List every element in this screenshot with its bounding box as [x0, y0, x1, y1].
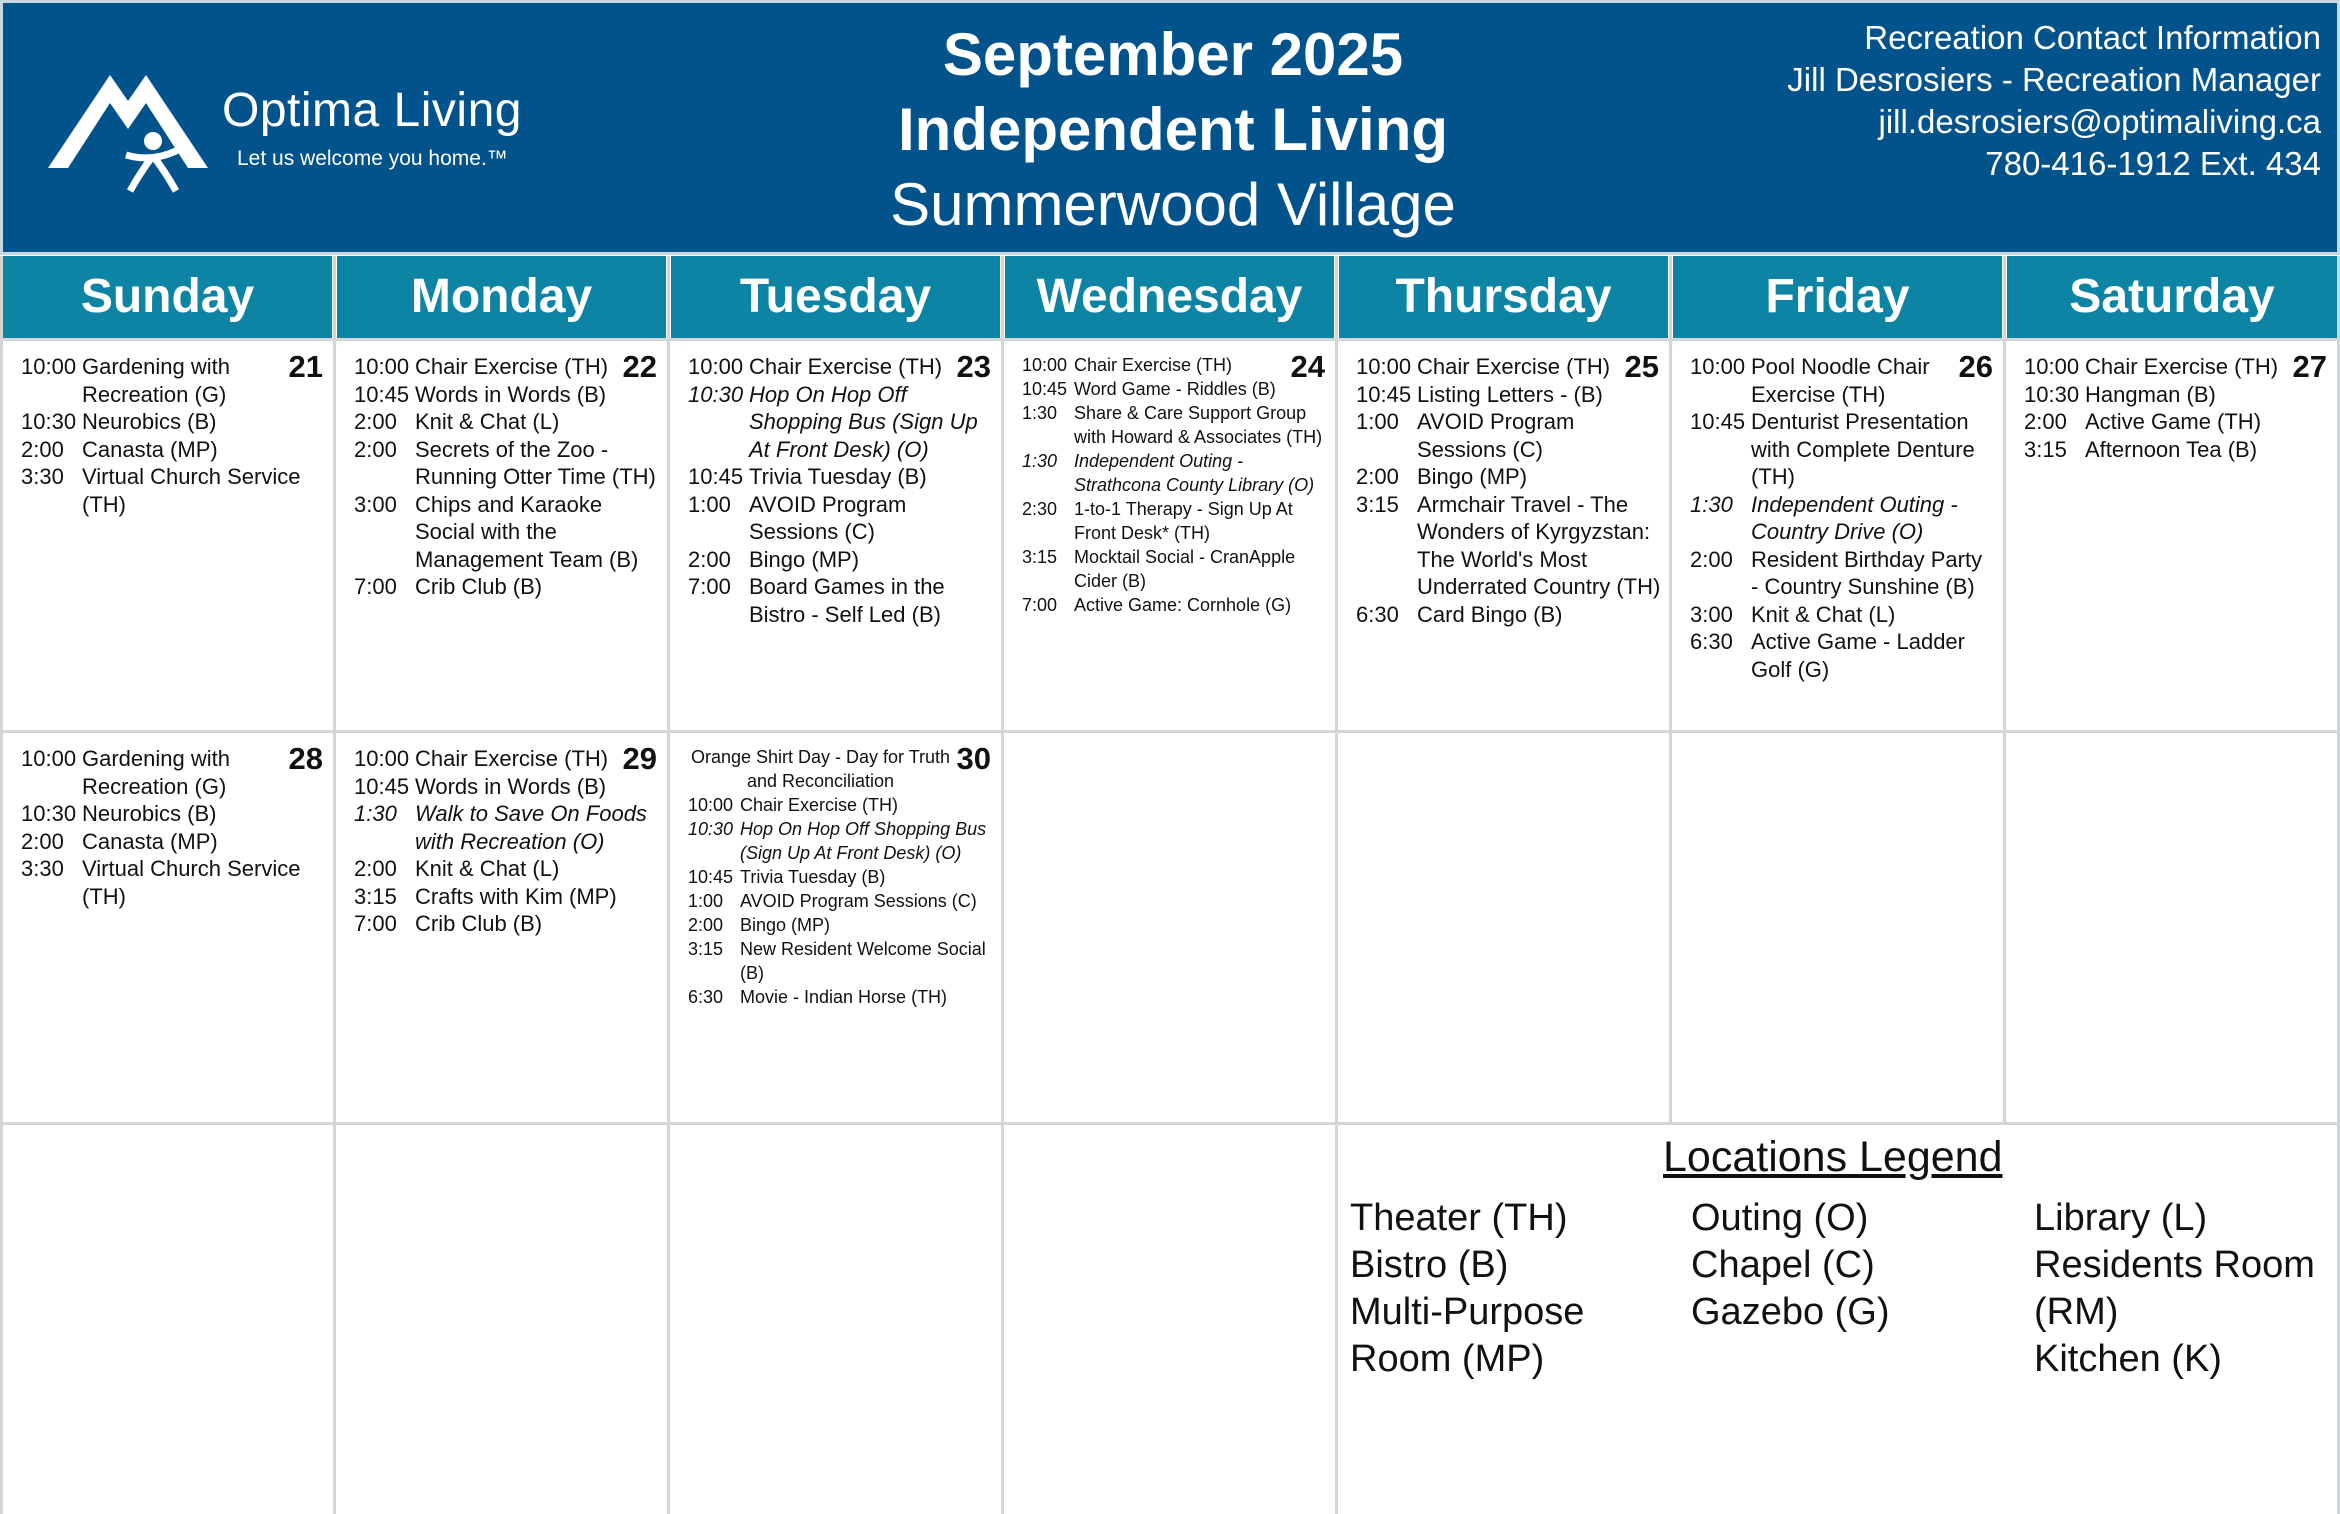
day-cell-29 [336, 733, 667, 1122]
event-time: 3:15 [1356, 491, 1399, 517]
event-time: 3:15 [688, 939, 724, 959]
event-description: AVOID Program Sessions (C) [749, 491, 907, 544]
event-description: Independent Outing - Strathcona County Library (O) [1074, 451, 1315, 495]
event-description: AVOID Program Sessions (C) [1417, 409, 1575, 462]
event-list [21, 745, 325, 910]
event-description: Denturist Presentation with Complete Denture (TH) [1751, 409, 1975, 489]
event-time: 2:00 [2024, 409, 2067, 434]
month-title: September 2025 [942, 21, 1404, 88]
day-note: Orange Shirt Day - Day for Truth and Reconciliation [690, 747, 951, 791]
program-title: Independent Living [898, 96, 1448, 163]
event-item [21, 855, 325, 910]
day-cell-30 [670, 733, 1001, 1122]
house-person-icon [48, 63, 218, 193]
event-list [688, 353, 993, 628]
event-description: Mocktail Social - CranApple Cider (B) [1074, 547, 1296, 591]
day-number: 22 [619, 349, 657, 385]
event-time: 6:30 [1690, 629, 1733, 654]
event-time: 10:00 [1022, 355, 1068, 375]
event-description: Knit & Chat (L) [1751, 601, 1896, 627]
event-description: Virtual Church Service (TH) [82, 464, 301, 517]
legend-item: Chapel (C) [1691, 1244, 1875, 1286]
event-item [1356, 601, 1661, 629]
day-cell-26 [1672, 341, 2003, 730]
event-description: Crafts with Kim (MP) [415, 883, 617, 909]
event-time: 2:00 [354, 436, 397, 462]
event-item [1022, 593, 1327, 617]
event-item [354, 573, 659, 601]
event-time: 2:00 [354, 409, 397, 434]
event-time: 2:00 [1690, 546, 1733, 572]
event-description: Crib Club (B) [415, 574, 543, 599]
event-time: 10:30 [688, 381, 744, 407]
event-item [688, 937, 993, 985]
contact-info [1787, 17, 2321, 185]
day-number: 26 [1955, 349, 1993, 385]
event-item [1356, 491, 1661, 601]
day-number: 28 [285, 741, 323, 777]
event-item [1356, 381, 1661, 409]
event-item [1356, 353, 1661, 381]
dayhead-thursday: Thursday [1339, 256, 1668, 338]
day-number: 25 [1621, 349, 1659, 385]
event-description: Crib Club (B) [415, 911, 543, 936]
event-description: AVOID Program Sessions (C) [740, 891, 977, 911]
legend-item: Residents Room [2034, 1244, 2315, 1286]
event-description: Chair Exercise (TH) [2085, 354, 2279, 379]
event-item [688, 817, 993, 865]
event-description: Hop On Hop Off Shopping Bus (Sign Up At Front Desk) (O) [740, 819, 987, 863]
event-item [1022, 545, 1327, 593]
event-time: 10:00 [354, 746, 410, 771]
event-item [1022, 401, 1327, 449]
event-description: Armchair Travel - The Wonders of Kyrgyzstan: The World's Most Underrated Country (TH) [1417, 491, 1661, 599]
event-description: Chair Exercise (TH) [740, 795, 899, 815]
event-description: Words in Words (B) [415, 773, 607, 799]
event-time: 10:00 [21, 746, 77, 771]
event-time: 2:00 [21, 828, 64, 854]
legend-item: Gazebo (G) [1691, 1291, 1890, 1333]
event-time: 10:30 [21, 409, 77, 434]
grid-line [0, 1122, 2340, 1125]
event-item [2024, 408, 2329, 436]
event-time: 3:00 [354, 491, 397, 517]
legend-column-2 [1691, 1195, 1890, 1336]
event-description: Pool Noodle Chair Exercise (TH) [1751, 354, 1930, 407]
event-time: 10:45 [354, 381, 410, 407]
calendar-title [773, 17, 1573, 242]
event-time: 3:00 [1690, 601, 1733, 627]
event-description: Gardening with Recreation (G) [82, 746, 230, 799]
event-description: Knit & Chat (L) [415, 409, 560, 434]
event-list [2024, 353, 2329, 463]
event-time: 1:30 [354, 801, 397, 826]
event-description: Afternoon Tea (B) [2085, 436, 2258, 462]
event-time: 6:30 [688, 987, 724, 1007]
event-description: Canasta (MP) [82, 828, 218, 854]
event-item [354, 353, 659, 381]
event-description: Movie - Indian Horse (TH) [740, 987, 948, 1007]
event-description: Chair Exercise (TH) [749, 354, 943, 379]
event-time: 10:45 [1022, 379, 1068, 399]
event-item [688, 353, 993, 381]
event-item [354, 436, 659, 491]
event-item [688, 865, 993, 889]
event-item [2024, 353, 2329, 381]
event-description: Canasta (MP) [82, 436, 218, 462]
event-item [688, 913, 993, 937]
day-number: 27 [2289, 349, 2327, 385]
event-list [1022, 353, 1327, 617]
event-time: 10:00 [354, 354, 410, 379]
legend-column-1 [1350, 1195, 1584, 1383]
event-description: Chair Exercise (TH) [415, 746, 609, 771]
event-time: 2:00 [1356, 464, 1399, 489]
event-description: Secrets of the Zoo - Running Otter Time (TH) [415, 436, 656, 489]
dayhead-sunday: Sunday [3, 256, 332, 338]
day-number: 30 [953, 741, 991, 777]
event-time: 1:00 [688, 491, 731, 517]
event-item [688, 889, 993, 913]
day-number: 29 [619, 741, 657, 777]
event-time: 10:00 [688, 795, 734, 815]
optima-living-logo [48, 63, 568, 203]
legend-item: Kitchen (K) [2034, 1338, 2222, 1380]
event-item [21, 828, 325, 856]
legend-item: Bistro (B) [1350, 1244, 1509, 1286]
event-description: Trivia Tuesday (B) [740, 867, 886, 887]
event-time: 3:30 [21, 464, 64, 489]
event-description: Active Game - Ladder Golf (G) [1751, 629, 1965, 682]
event-time: 10:45 [354, 773, 410, 799]
event-description: Chair Exercise (TH) [1074, 355, 1233, 375]
legend-item: (RM) [2034, 1291, 2119, 1333]
event-time: 7:00 [1022, 595, 1058, 615]
event-time: 10:00 [2024, 354, 2080, 379]
event-description: Words in Words (B) [415, 381, 607, 407]
day-cell-23 [670, 341, 1001, 730]
event-description: Virtual Church Service (TH) [82, 856, 301, 909]
event-time: 7:00 [688, 574, 731, 599]
event-description: Resident Birthday Party - Country Sunshine (B) [1751, 546, 1983, 599]
event-item [354, 855, 659, 883]
dayhead-wednesday: Wednesday [1005, 256, 1334, 338]
legend-column-3 [2034, 1195, 2315, 1383]
event-time: 3:30 [21, 856, 64, 881]
event-description: Chair Exercise (TH) [415, 354, 609, 379]
contact-name: Jill Desrosiers - Recreation Manager [1787, 61, 2321, 98]
event-description: Walk to Save On Foods with Recreation (O) [415, 801, 647, 854]
contact-email[interactable]: jill.desrosiers@optimaliving.ca [1878, 103, 2321, 140]
day-cell-27 [2006, 341, 2337, 730]
event-list [688, 745, 993, 1009]
event-item [1356, 463, 1661, 491]
event-time: 2:00 [354, 856, 397, 881]
event-description: Hangman (B) [2085, 381, 2216, 407]
event-description: Bingo (MP) [1417, 464, 1528, 489]
event-list [1690, 353, 1995, 683]
legend-item: Outing (O) [1691, 1197, 1869, 1239]
event-time: 6:30 [1356, 601, 1399, 627]
event-time: 3:15 [1022, 547, 1058, 567]
event-description: Neurobics (B) [82, 409, 217, 434]
event-time: 1:00 [688, 891, 724, 911]
event-time: 2:00 [688, 546, 731, 572]
event-item [688, 573, 993, 628]
logo-name: Optima Living [222, 84, 522, 137]
event-time: 1:00 [1356, 409, 1399, 434]
legend-item: Theater (TH) [1350, 1197, 1568, 1239]
event-item [21, 463, 325, 518]
event-item [1690, 491, 1995, 546]
event-time: 10:45 [688, 867, 734, 887]
event-item [354, 745, 659, 773]
event-item [688, 793, 993, 817]
contact-phone: 780-416-1912 Ext. 434 [1985, 145, 2321, 182]
day-number: 21 [285, 349, 323, 385]
event-list [1356, 353, 1661, 628]
location-title: Summerwood Village [890, 171, 1456, 238]
event-description: Hop On Hop Off Shopping Bus (Sign Up At Front Desk) (O) [749, 381, 978, 462]
event-item [1022, 353, 1327, 377]
event-description: Word Game - Riddles (B) [1074, 379, 1276, 399]
event-item [21, 353, 325, 408]
dayhead-friday: Friday [1673, 256, 2002, 338]
event-time: 10:30 [2024, 381, 2080, 407]
event-item [21, 436, 325, 464]
event-time: 10:30 [21, 801, 77, 826]
day-cell-24 [1004, 341, 1335, 730]
event-item [688, 491, 993, 546]
event-description: Neurobics (B) [82, 801, 217, 826]
event-description: Share & Care Support Group with Howard & Associates (TH) [1074, 403, 1323, 447]
event-item [21, 800, 325, 828]
event-description: Active Game (TH) [2085, 409, 2262, 434]
event-time: 10:45 [1690, 409, 1746, 434]
day-cell-21 [3, 341, 333, 730]
event-item [354, 773, 659, 801]
event-time: 2:00 [21, 436, 64, 462]
event-item [354, 883, 659, 911]
event-item [1022, 449, 1327, 497]
event-time: 3:15 [354, 883, 397, 909]
event-time: 10:00 [688, 354, 744, 379]
legend-item: Multi-Purpose [1350, 1291, 1585, 1333]
contact-heading: Recreation Contact Information [1864, 19, 2321, 56]
dayhead-monday: Monday [337, 256, 666, 338]
dayhead-saturday: Saturday [2007, 256, 2337, 338]
event-list [354, 745, 659, 938]
day-number: 23 [953, 349, 991, 385]
event-time: 7:00 [354, 911, 397, 936]
event-time: 1:30 [1022, 403, 1058, 423]
event-time: 1:30 [1690, 491, 1733, 517]
event-description: Bingo (MP) [740, 915, 831, 935]
event-item [1690, 546, 1995, 601]
event-time: 7:00 [354, 574, 397, 599]
event-description: Bingo (MP) [749, 546, 860, 572]
logo-tagline: Let us welcome you home.™ [237, 147, 508, 170]
event-description: Chips and Karaoke Social with the Management Team (B) [415, 491, 639, 572]
day-cell-22 [336, 341, 667, 730]
event-description: Trivia Tuesday (B) [749, 464, 927, 489]
event-description: Chair Exercise (TH) [1417, 354, 1611, 379]
event-item [688, 381, 993, 464]
event-time: 10:00 [1690, 354, 1746, 379]
event-item [688, 546, 993, 574]
day-cell-28 [3, 733, 333, 1122]
event-time: 10:30 [688, 819, 734, 839]
event-item [21, 408, 325, 436]
event-description: New Resident Welcome Social (B) [740, 939, 986, 983]
day-cell-25 [1338, 341, 1669, 730]
event-item [354, 491, 659, 574]
event-item [1690, 628, 1995, 683]
event-description: Listing Letters - (B) [1417, 381, 1603, 407]
event-time: 10:00 [1356, 354, 1412, 379]
legend-item: Library (L) [2034, 1197, 2208, 1239]
event-item [2024, 381, 2329, 409]
event-item [1690, 408, 1995, 491]
legend-item: Room (MP) [1350, 1338, 1545, 1380]
event-list [21, 353, 325, 518]
event-description: Knit & Chat (L) [415, 856, 560, 881]
event-time: 10:45 [688, 464, 744, 489]
event-time: 10:45 [1356, 381, 1412, 407]
event-description: Board Games in the Bistro - Self Led (B) [749, 574, 945, 627]
event-item [688, 463, 993, 491]
event-time: 10:00 [21, 354, 77, 379]
event-description: Independent Outing - Country Drive (O) [1751, 491, 1958, 544]
event-item [354, 381, 659, 409]
event-description: Gardening with Recreation (G) [82, 354, 230, 407]
event-list [354, 353, 659, 601]
event-item [354, 800, 659, 855]
event-item [1690, 601, 1995, 629]
event-item [1022, 497, 1327, 545]
event-time: 3:15 [2024, 436, 2067, 462]
event-item [354, 910, 659, 938]
legend-title: Locations Legend [1663, 1133, 2003, 1181]
event-description: Card Bingo (B) [1417, 601, 1563, 627]
calendar-header [0, 0, 2340, 255]
event-description: 1-to-1 Therapy - Sign Up At Front Desk* (TH) [1074, 499, 1293, 543]
event-item [2024, 436, 2329, 464]
event-item [688, 985, 993, 1009]
event-time: 2:30 [1022, 499, 1058, 519]
event-time: 2:00 [688, 915, 724, 935]
event-time: 1:30 [1022, 451, 1058, 471]
event-item [1356, 408, 1661, 463]
day-number: 24 [1287, 349, 1325, 385]
event-item [1690, 353, 1995, 408]
event-description: Active Game: Cornhole (G) [1074, 595, 1292, 615]
event-item [21, 745, 325, 800]
dayhead-tuesday: Tuesday [671, 256, 1000, 338]
event-item [354, 408, 659, 436]
event-item [1022, 377, 1327, 401]
